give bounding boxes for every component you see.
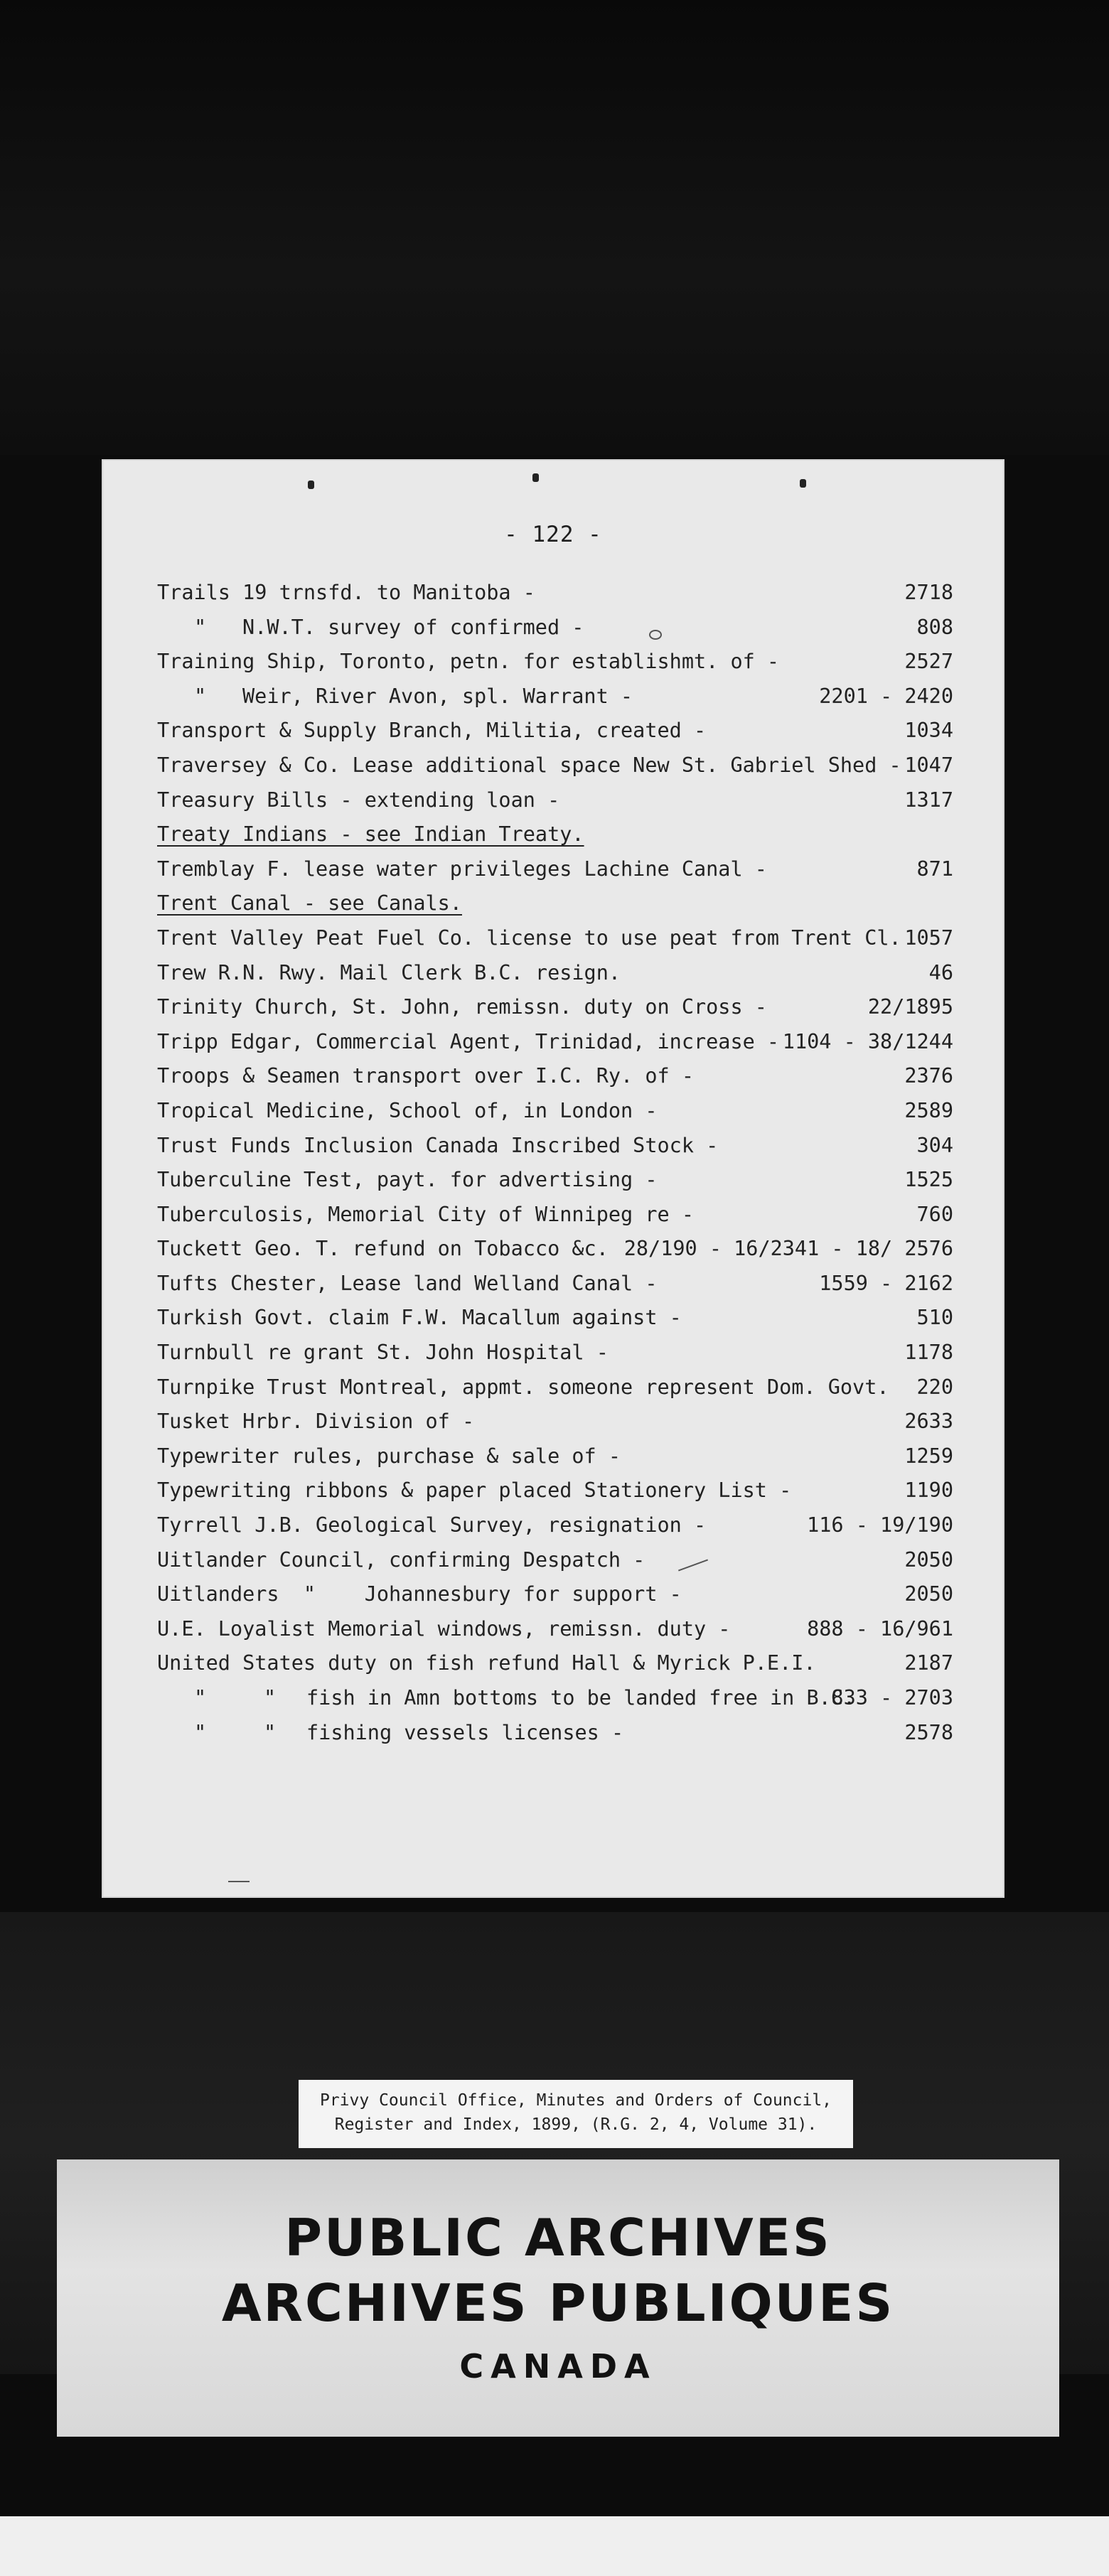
entry-reference: 510 [916,1306,953,1330]
entry-text: Tyrrell J.B. Geological Survey, resignation - [157,1513,707,1537]
entry-text: Tuberculosis, Memorial City of Winnipeg re - [157,1202,694,1226]
entry-text: Turkish Govt. claim F.W. Macallum against - [157,1306,682,1330]
ink-tick-icon [649,630,662,640]
entry-reference: 888 - 16/961 [807,1616,953,1641]
entry-reference: 760 [916,1202,953,1226]
index-entry [157,1336,953,1370]
entry-reference: 220 [916,1375,953,1399]
entry-reference: 1104 - 38/1244 [782,1029,953,1053]
archive-caption [299,2080,853,2148]
archives-title-french: ARCHIVES PUBLIQUES [221,2273,895,2333]
entry-reference: 1317 [904,788,953,812]
entry-text: United States duty on fish refund Hall & Myrick P.E.I. [157,1651,816,1675]
entry-text: Uitlander Council, confirming Despatch - [157,1547,645,1572]
index-entry [157,1198,953,1233]
index-entry [157,1474,953,1508]
entry-text: Trinity Church, St. John, remissn. duty on Cross - [157,995,767,1019]
entry-reference: 2376 [904,1064,953,1088]
entry-reference: 2578 [904,1720,953,1744]
index-entry [157,576,953,611]
entry-text: U.E. Loyalist Memorial windows, remissn. duty - [157,1616,731,1641]
ditto-mark: " [194,615,207,639]
entry-text: Tuckett Geo. T. refund on Tobacco &c. [157,1237,609,1261]
entry-reference: 2187 [904,1651,953,1675]
entry-text: Troops & Seamen transport over I.C. Ry. of - [157,1064,694,1088]
entry-text: Trent Canal - see Canals. [157,891,462,916]
ledger-page [102,459,1004,1898]
ditto-mark: " [264,1686,277,1710]
entry-reference: 1057 [904,925,953,950]
index-entry [157,1129,953,1164]
entry-reference: 2589 [904,1098,953,1122]
index-entry [157,611,953,645]
entry-reference: 808 [916,615,953,639]
ditto-mark: " [194,1720,207,1744]
entry-text: Training Ship, Toronto, petn. for establishmt. of - [157,650,780,674]
entry-reference: 2050 [904,1547,953,1572]
index-entry [157,1439,953,1474]
entry-text: Transport & Supply Branch, Militia, created - [157,719,707,743]
index-entry [157,817,953,852]
ditto-mark: " [194,1686,207,1710]
caption-line-2: Register and Index, 1899, (R.G. 2, 4, Volume 31). [334,2115,818,2134]
entry-text: Treaty Indians - see Indian Treaty. [157,822,584,847]
entry-text: fish in Amn bottoms to be landed free in B.C. [306,1686,856,1710]
entry-text: Turnpike Trust Montreal, appmt. someone represent Dom. Govt. [157,1375,889,1399]
entry-reference: 2527 [904,650,953,674]
entry-reference: 1190 [904,1478,953,1503]
index-entry [157,714,953,748]
punch-mark-icon [532,473,539,482]
entry-text: Typewriting ribbons & paper placed Stationery List - [157,1478,792,1503]
punch-mark-icon [308,481,314,489]
page-number: - 122 - [504,522,602,547]
entry-text: Tuberculine Test, payt. for advertising - [157,1168,658,1192]
index-entry [157,921,953,956]
index-entry [157,1508,953,1543]
index-entry [157,1025,953,1060]
entry-reference: 2718 [904,581,953,604]
entry-text: Treasury Bills - extending loan - [157,788,560,812]
entry-text: fishing vessels licenses - [306,1720,624,1744]
entry-text: Tropical Medicine, School of, in London - [157,1098,658,1122]
index-entry [157,1301,953,1336]
entry-text: Traversey & Co. Lease additional space New St. Gabriel Shed - [157,753,901,777]
index-entry [157,990,953,1025]
entry-reference: 2050 [904,1582,953,1606]
entry-reference: 22/1895 [867,995,953,1019]
index-entry [157,1370,953,1405]
archives-title-english: PUBLIC ARCHIVES [284,2208,832,2268]
entry-text: Trust Funds Inclusion Canada Inscribed Stock - [157,1133,719,1157]
entry-text: Tusket Hrbr. Division of - [157,1410,475,1434]
ink-mark-icon [228,1881,250,1882]
entry-text: Typewriter rules, purchase & sale of - [157,1444,621,1468]
entry-reference: 116 - 19/190 [807,1513,953,1537]
film-border-top [0,0,1109,455]
viewer-bottom-bar [0,2516,1109,2576]
entry-text: Tripp Edgar, Commercial Agent, Trinidad, increase - [157,1029,780,1053]
entry-reference: 1034 [904,719,953,743]
entry-reference: 1047 [904,753,953,777]
archives-country: CANADA [459,2347,657,2386]
index-entry [157,956,953,991]
index-entry [157,1543,953,1578]
entry-text: Turnbull re grant St. John Hospital - [157,1341,609,1365]
entry-reference: 1259 [904,1444,953,1468]
entry-reference: 2201 - 2420 [819,684,953,708]
entry-reference: 28/190 - 16/2341 - 18/ 2576 [623,1237,953,1261]
entry-text: Trent Valley Peat Fuel Co. license to use peat from Trent Cl. [157,925,901,950]
entry-text: Tufts Chester, Lease land Welland Canal - [157,1271,658,1295]
archives-stamp-card [57,2159,1059,2437]
index-entry [157,1094,953,1129]
index-entry [157,1646,953,1681]
index-entry [157,748,953,783]
entry-reference: 833 - 2703 [831,1686,953,1710]
index-entry [157,1267,953,1302]
entry-text: Uitlanders " Johannesbury for support - [157,1582,682,1606]
entry-reference: 304 [916,1133,953,1157]
index-entry [157,645,953,680]
index-entry [157,1163,953,1198]
punch-mark-icon [800,479,806,488]
entry-text: Trew R.N. Rwy. Mail Clerk B.C. resign. [157,960,621,984]
entry-reference: 46 [928,960,953,984]
caption-line-1: Privy Council Office, Minutes and Orders of Council, [319,2091,832,2110]
index-entry [157,783,953,818]
index-entry [157,680,953,714]
index-entry [157,1612,953,1647]
entry-text: Trails 19 trnsfd. to Manitoba - [157,581,535,604]
entry-reference: 1178 [904,1341,953,1365]
entry-reference: 1559 - 2162 [819,1271,953,1295]
entry-text: Tremblay F. lease water privileges Lachine Canal - [157,857,767,881]
index-entry [157,852,953,887]
index-entry [157,886,953,921]
entry-reference: 871 [916,857,953,881]
index-entry [157,1232,953,1267]
index-entry [157,1577,953,1612]
index-entries [157,576,953,1750]
index-entry [157,1405,953,1439]
entry-text: N.W.T. survey of confirmed - [242,615,584,639]
entry-reference: 2633 [904,1410,953,1434]
ditto-mark: " [194,684,207,708]
entry-text: Weir, River Avon, spl. Warrant - [242,684,633,708]
ditto-mark: " [264,1720,277,1744]
index-entry [157,1059,953,1094]
index-entry [157,1716,953,1751]
index-entry [157,1681,953,1716]
entry-reference: 1525 [904,1168,953,1192]
